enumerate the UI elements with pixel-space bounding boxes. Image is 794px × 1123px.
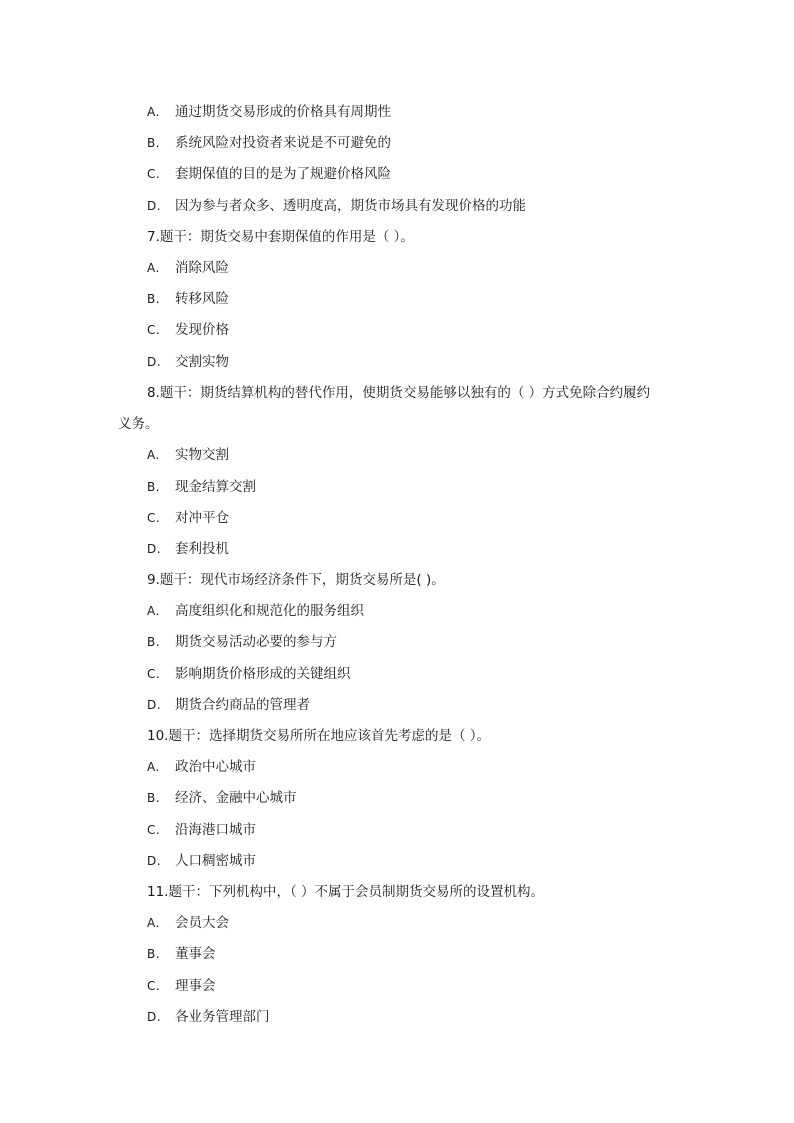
- question-stem-10: 10.题干：选择期货交易所所在地应该首先考虑的是（ ）。: [147, 728, 491, 744]
- option-text: 董事会: [175, 946, 216, 962]
- option-letter: D.: [147, 698, 162, 712]
- option-text: 政治中心城市: [175, 759, 256, 775]
- option-text: 交割实物: [175, 354, 229, 370]
- option-letter: A.: [147, 261, 160, 275]
- option-text: 实物交割: [175, 447, 229, 463]
- option-text: 消除风险: [175, 260, 229, 276]
- option-text: 理事会: [175, 978, 216, 994]
- option-letter: B.: [147, 947, 161, 961]
- option-text: 沿海港口城市: [175, 822, 256, 838]
- option-text: 高度组织化和规范化的服务组织: [175, 603, 364, 619]
- option-letter: C.: [147, 323, 161, 337]
- question-stem-9: 9.题干：现代市场经济条件下，期货交易所是( )。: [147, 572, 445, 588]
- option-letter: C.: [147, 667, 161, 681]
- option-text: 套期保值的目的是为了规避价格风险: [175, 166, 391, 182]
- option-text: 转移风险: [175, 291, 229, 307]
- option-text: 人口稠密城市: [175, 853, 256, 869]
- option-letter: D.: [147, 854, 162, 868]
- option-letter: A.: [147, 105, 160, 119]
- option-letter: B.: [147, 635, 161, 649]
- option-letter: D.: [147, 355, 162, 369]
- option-text: 套利投机: [175, 541, 229, 557]
- option-text: 通过期货交易形成的价格具有周期性: [175, 104, 391, 120]
- question-stem-7: 7.题干：期货交易中套期保值的作用是（ ）。: [147, 229, 414, 245]
- option-letter: B.: [147, 292, 161, 306]
- option-text: 期货交易活动必要的参与方: [175, 634, 337, 650]
- option-text: 发现价格: [175, 322, 229, 338]
- option-text: 现金结算交割: [175, 479, 256, 495]
- option-text: 影响期货价格形成的关键组织: [175, 666, 351, 682]
- option-text: 因为参与者众多、透明度高，期货市场具有发现价格的功能: [175, 198, 526, 214]
- option-letter: A.: [147, 760, 160, 774]
- option-letter: D.: [147, 1010, 162, 1024]
- option-text: 各业务管理部门: [175, 1009, 270, 1025]
- option-text: 会员大会: [175, 915, 229, 931]
- option-letter: A.: [147, 916, 160, 930]
- option-text: 对冲平仓: [175, 510, 229, 526]
- option-letter: A.: [147, 604, 160, 618]
- option-text: 期货合约商品的管理者: [175, 697, 310, 713]
- question-stem-8-continuation: 义务。: [118, 416, 159, 432]
- option-letter: C.: [147, 823, 161, 837]
- option-letter: D.: [147, 199, 162, 213]
- question-stem-8: 8.题干：期货结算机构的替代作用，使期货交易能够以独有的（ ）方式免除合约履约: [147, 385, 651, 401]
- option-letter: B.: [147, 480, 161, 494]
- option-text: 系统风险对投资者来说是不可避免的: [175, 135, 391, 151]
- option-letter: B.: [147, 136, 161, 150]
- option-letter: C.: [147, 979, 161, 993]
- option-letter: B.: [147, 791, 161, 805]
- option-letter: C.: [147, 167, 161, 181]
- question-stem-11: 11.题干：下列机构中，（ ）不属于会员制期货交易所的设置机构。: [147, 884, 545, 900]
- option-letter: D.: [147, 542, 162, 556]
- option-letter: C.: [147, 511, 161, 525]
- option-text: 经济、金融中心城市: [175, 790, 297, 806]
- option-letter: A.: [147, 448, 160, 462]
